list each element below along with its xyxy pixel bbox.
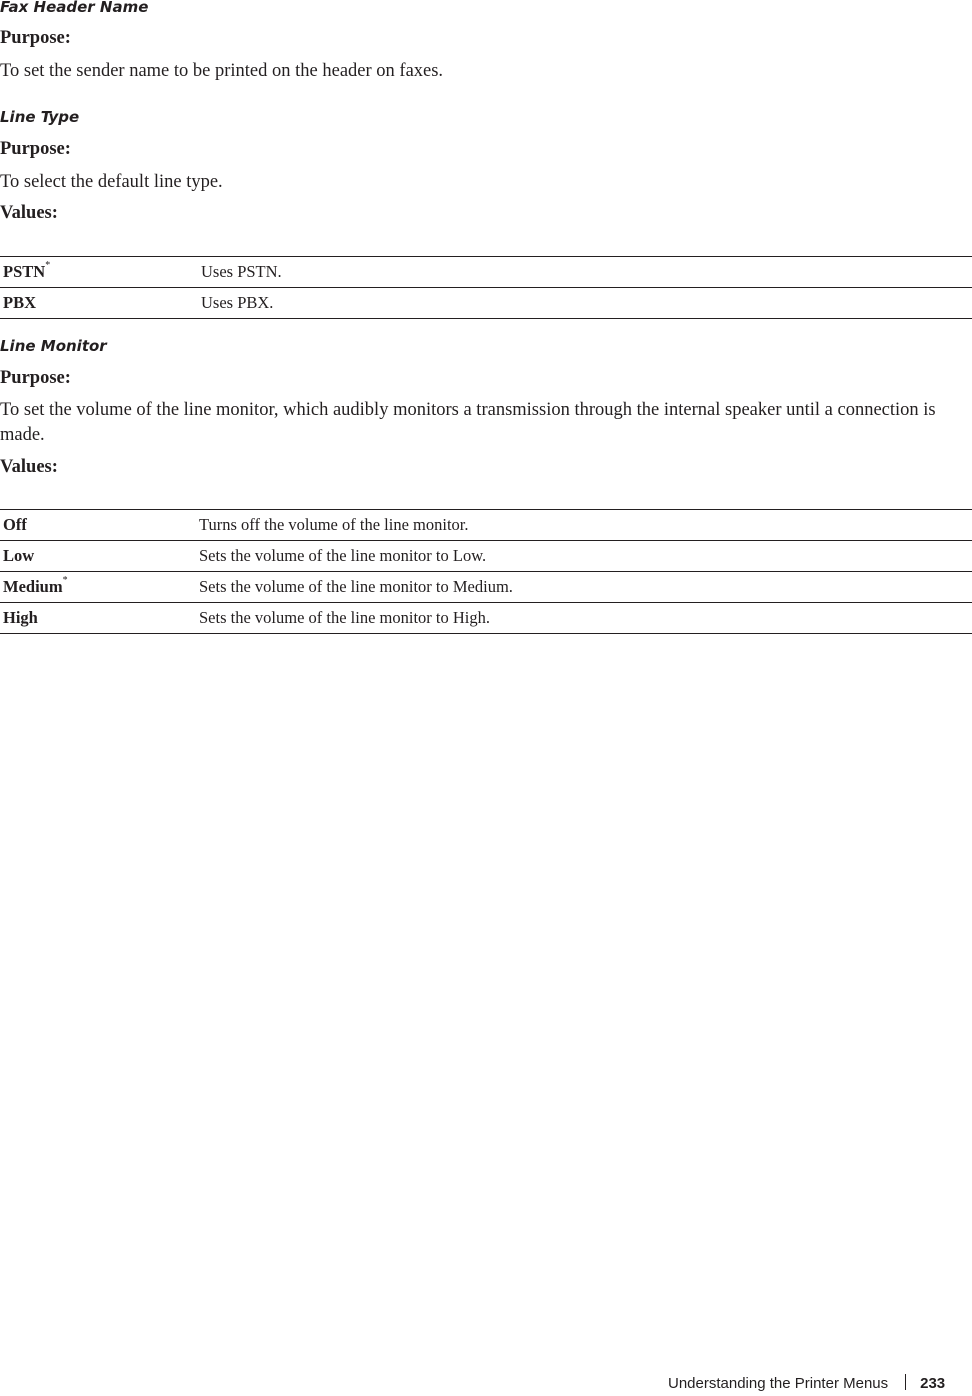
default-marker: * [45, 260, 51, 271]
footer-chapter-title: Understanding the Printer Menus [668, 1375, 889, 1392]
table-row [0, 541, 972, 572]
values-table-line-monitor [0, 509, 972, 634]
section-heading-line-type: Line Type [0, 108, 80, 126]
footer-divider [905, 1374, 906, 1390]
description-cell: Sets the volume of the line monitor to Medium. [199, 577, 513, 596]
table-row [0, 572, 972, 603]
default-marker: * [62, 575, 68, 586]
purpose-label: Purpose: [0, 28, 71, 48]
description-cell: Turns off the volume of the line monitor. [199, 515, 469, 534]
purpose-text: To select the default line type. [0, 172, 223, 192]
table-row [0, 257, 972, 288]
value-cell: High [3, 608, 38, 627]
value-cell: Medium* [3, 575, 68, 596]
table-row [0, 603, 972, 634]
page-footer [668, 1374, 945, 1396]
value-cell: Low [3, 546, 35, 565]
purpose-text: To set the sender name to be printed on the header on faxes. [0, 61, 444, 81]
purpose-text: To set the volume of the line monitor, which audibly monitors a transmission through the internal speaker until a connection is made. [0, 400, 936, 445]
value-cell: PBX [3, 293, 36, 312]
table-row [0, 510, 972, 541]
description-cell: Sets the volume of the line monitor to High. [199, 608, 491, 627]
values-label: Values: [0, 457, 58, 477]
description-cell: Uses PBX. [201, 293, 274, 312]
values-table-line-type [0, 256, 972, 319]
description-cell: Uses PSTN. [201, 262, 282, 281]
section-heading-fax-header-name: Fax Header Name [0, 0, 149, 16]
value-cell: PSTN* [3, 260, 51, 281]
description-cell: Sets the volume of the line monitor to Low. [199, 546, 487, 565]
page-number: 233 [920, 1375, 946, 1392]
table-row [0, 288, 972, 319]
purpose-label: Purpose: [0, 368, 71, 388]
values-label: Values: [0, 203, 58, 223]
section-heading-line-monitor: Line Monitor [0, 337, 107, 355]
purpose-label: Purpose: [0, 139, 71, 159]
value-cell: Off [3, 515, 27, 534]
